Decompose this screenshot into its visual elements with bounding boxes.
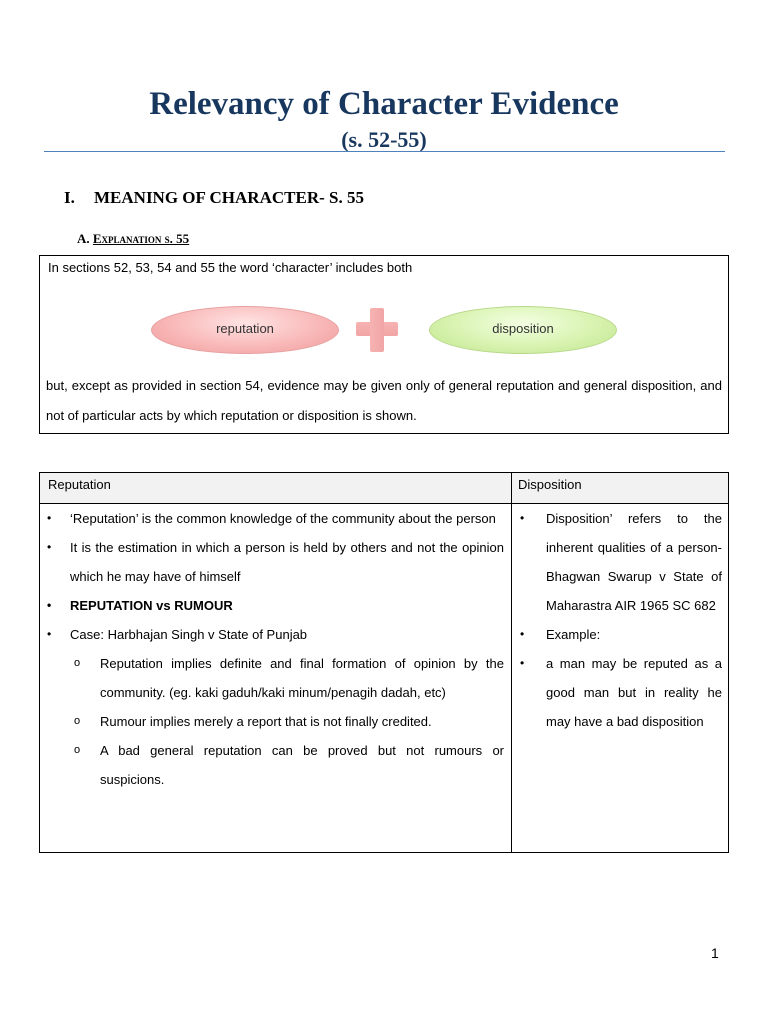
bullet-icon: • <box>47 627 52 641</box>
list-item-text: It is the estimation in which a person is held by others and not the opinion which he may have of himself <box>70 540 504 584</box>
list-item <box>40 533 511 591</box>
bullet-icon: • <box>47 598 52 612</box>
list-item-text: Case: Harbhajan Singh v State of Punjab <box>70 627 308 642</box>
explanation-box <box>39 255 729 434</box>
circle-bullet-icon: o <box>74 657 81 669</box>
comparison-table <box>39 472 729 853</box>
list-item <box>512 620 728 649</box>
list-item <box>512 649 728 736</box>
page-title: Relevancy of Character Evidence <box>149 86 619 122</box>
disposition-oval: disposition <box>429 306 617 354</box>
list-item-text: Reputation implies definite and final formation of opinion by the community. (eg. kaki gaduh/kaki minum/penagih dadah, etc) <box>100 656 504 700</box>
list-item-text: A bad general reputation can be proved but not rumours or suspicions. <box>100 743 504 787</box>
bullet-icon: • <box>47 540 52 554</box>
disposition-column <box>512 504 728 736</box>
page-number: 1 <box>711 945 719 961</box>
sub-list-item <box>40 649 511 707</box>
section-heading-text: MEANING OF CHARACTER- S. 55 <box>94 188 364 207</box>
sub-list-item <box>40 707 511 736</box>
bullet-icon: • <box>520 627 525 641</box>
subsection-heading <box>77 230 189 248</box>
reputation-column <box>40 504 511 794</box>
section-number: I. <box>64 188 75 207</box>
reputation-oval: reputation <box>151 306 339 354</box>
bullet-icon: • <box>520 656 525 670</box>
table-header-row <box>40 473 728 504</box>
list-item-text: Disposition’ refers to the inherent qualities of a person- Bhagwan Swarup v State of Maharastra AIR 1965 SC 682 <box>546 511 722 613</box>
list-item <box>40 620 511 649</box>
explanation-intro: In sections 52, 53, 54 and 55 the word ‘character’ includes both <box>48 260 413 275</box>
list-item <box>512 504 728 620</box>
header-disposition: Disposition <box>518 477 582 492</box>
header-reputation: Reputation <box>48 477 111 492</box>
list-item-text: Rumour implies merely a report that is not finally credited. <box>100 714 432 729</box>
sub-list-item <box>40 736 511 794</box>
list-item-text: REPUTATION vs RUMOUR <box>70 598 233 613</box>
circle-bullet-icon: o <box>74 715 81 727</box>
list-item <box>40 504 511 533</box>
list-item <box>40 591 511 620</box>
plus-icon <box>370 308 384 352</box>
list-item-text: ‘Reputation’ is the common knowledge of the community about the person <box>70 511 496 526</box>
list-item-text: a man may be reputed as a good man but in reality he may have a bad disposition <box>546 656 722 729</box>
circle-bullet-icon: o <box>74 744 81 756</box>
subsection-heading-caps: Explanation s. 55 <box>92 231 190 246</box>
bullet-icon: • <box>47 511 52 525</box>
subsection-heading-text <box>93 231 189 246</box>
page-subtitle: (s. 52-55) <box>341 127 427 152</box>
bullet-icon: • <box>520 511 525 525</box>
title-divider <box>44 151 725 152</box>
section-heading <box>64 187 364 209</box>
list-item-text: Example: <box>546 627 601 642</box>
explanation-body: but, except as provided in section 54, evidence may be given only of general reputation and general disposition, and not of particular acts by which reputation or disposition is shown. <box>46 378 722 423</box>
subsection-label: A. <box>77 231 90 246</box>
